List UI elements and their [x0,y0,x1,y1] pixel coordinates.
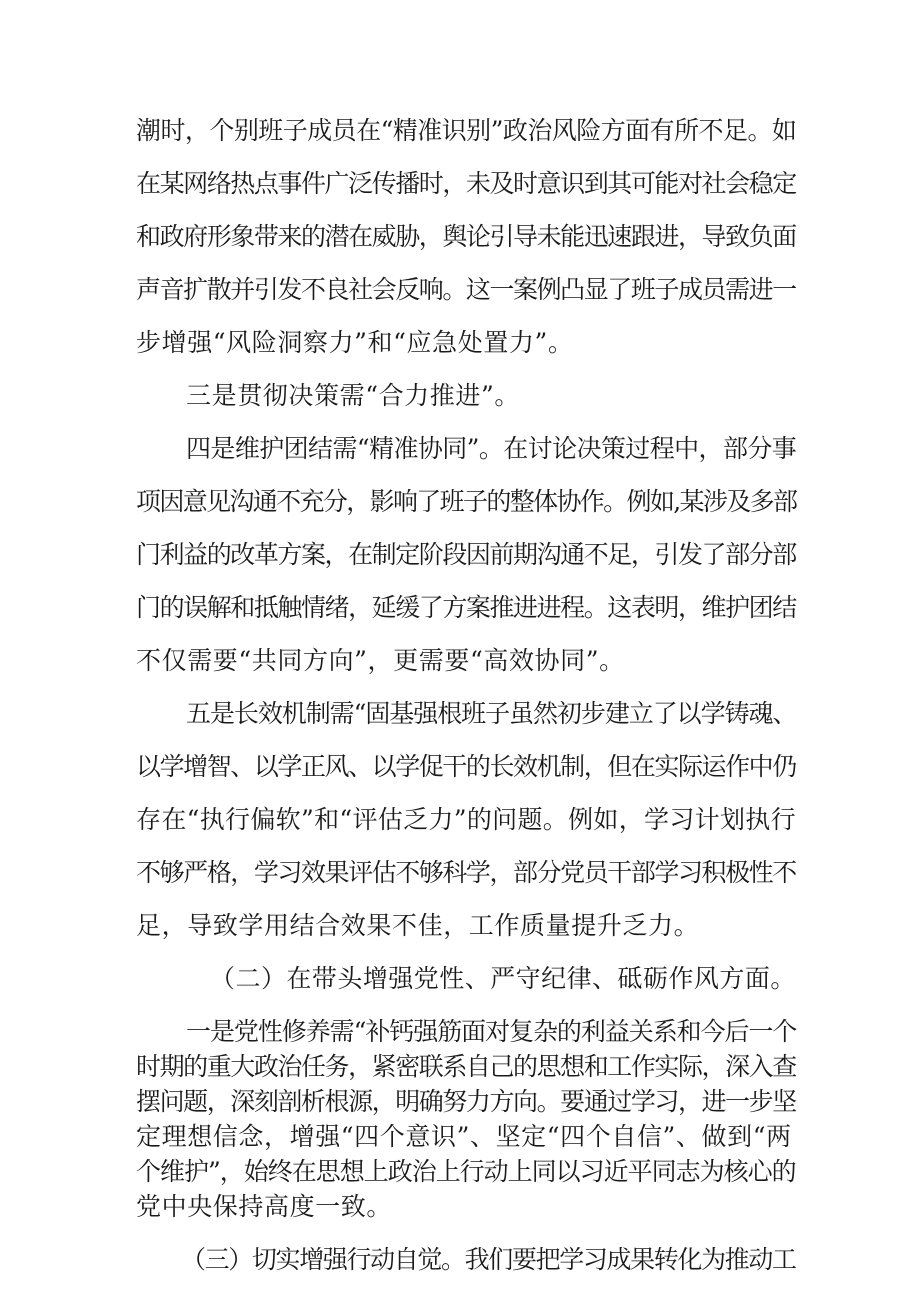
text-line: 摆问题，深刻剖析根源，明确努力方向。要通过学习，进一步坚 [136,1087,796,1116]
text-line: 以学增智、以学正风、以学促干的长效机制，但在实际运作中仍 [136,752,796,781]
text-line: 一是党性修养需“补钙强筋面对复杂的利益关系和今后一个 [186,1017,797,1046]
text-line: 声音扩散并引发不良社会反响。这一案例凸显了班子成员需进一 [136,275,796,304]
text-line: 不够严格，学习效果评估不够科学，部分党员干部学习积极性不 [136,858,796,887]
text-line: 门的误解和抵触情绪，延缓了方案推进进程。这表明，维护团结 [136,593,796,622]
text-line: 门利益的改革方案，在制定阶段因前期沟通不足，引发了部分部 [136,540,796,569]
text-line: 党中央保持高度一致。 [136,1192,393,1221]
text-line: 三是贯彻决策需“合力推进”。 [186,381,520,410]
text-line: 和政府形象带来的潜在威胁，舆论引导未能迅速跟进，导致负面 [136,222,796,251]
text-line: 在某网络热点事件广泛传播时，未及时意识到其可能对社会稳定 [136,169,796,198]
text-line: 潮时，个别班子成员在“精准识别”政治风险方面有所不足。如 [136,116,797,145]
text-line: 个维护”，始终在思想上政治上行动上同以习近平同志为核心的 [136,1157,796,1186]
text-line: 足，导致学用结合效果不佳，工作质量提升乏力。 [136,911,700,940]
text-line: 时期的重大政治任务，紧密联系自己的思想和工作实际，深入查 [136,1052,796,1081]
text-line: 五是长效机制需“固基强根班子虽然初步建立了以学铸魂、 [186,699,797,728]
text-line: 项因意见沟通不充分，影响了班子的整体协作。例如,某涉及多部 [136,487,797,516]
heading-line: （三）切实增强行动自觉。我们要把学习成果转化为推动工 [181,1245,796,1274]
text-line: 存在“执行偏软”和“评估乏力”的问题。例如，学习计划执行 [136,805,796,834]
text-line: 不仅需要“共同方向”，更需要“高效协同”。 [136,646,625,675]
text-line: 定理想信念，增强“四个意识”、坚定“四个自信”、做到“两 [136,1122,792,1151]
text-line: 四是维护团结需“精准协同”。在讨论决策过程中，部分事 [186,434,797,463]
text-line: 步增强“风险洞察力”和“应急处置力”。 [136,328,574,357]
heading-line: （二）在带头增强党性、严守纪律、砥砺作风方面。 [210,964,796,993]
